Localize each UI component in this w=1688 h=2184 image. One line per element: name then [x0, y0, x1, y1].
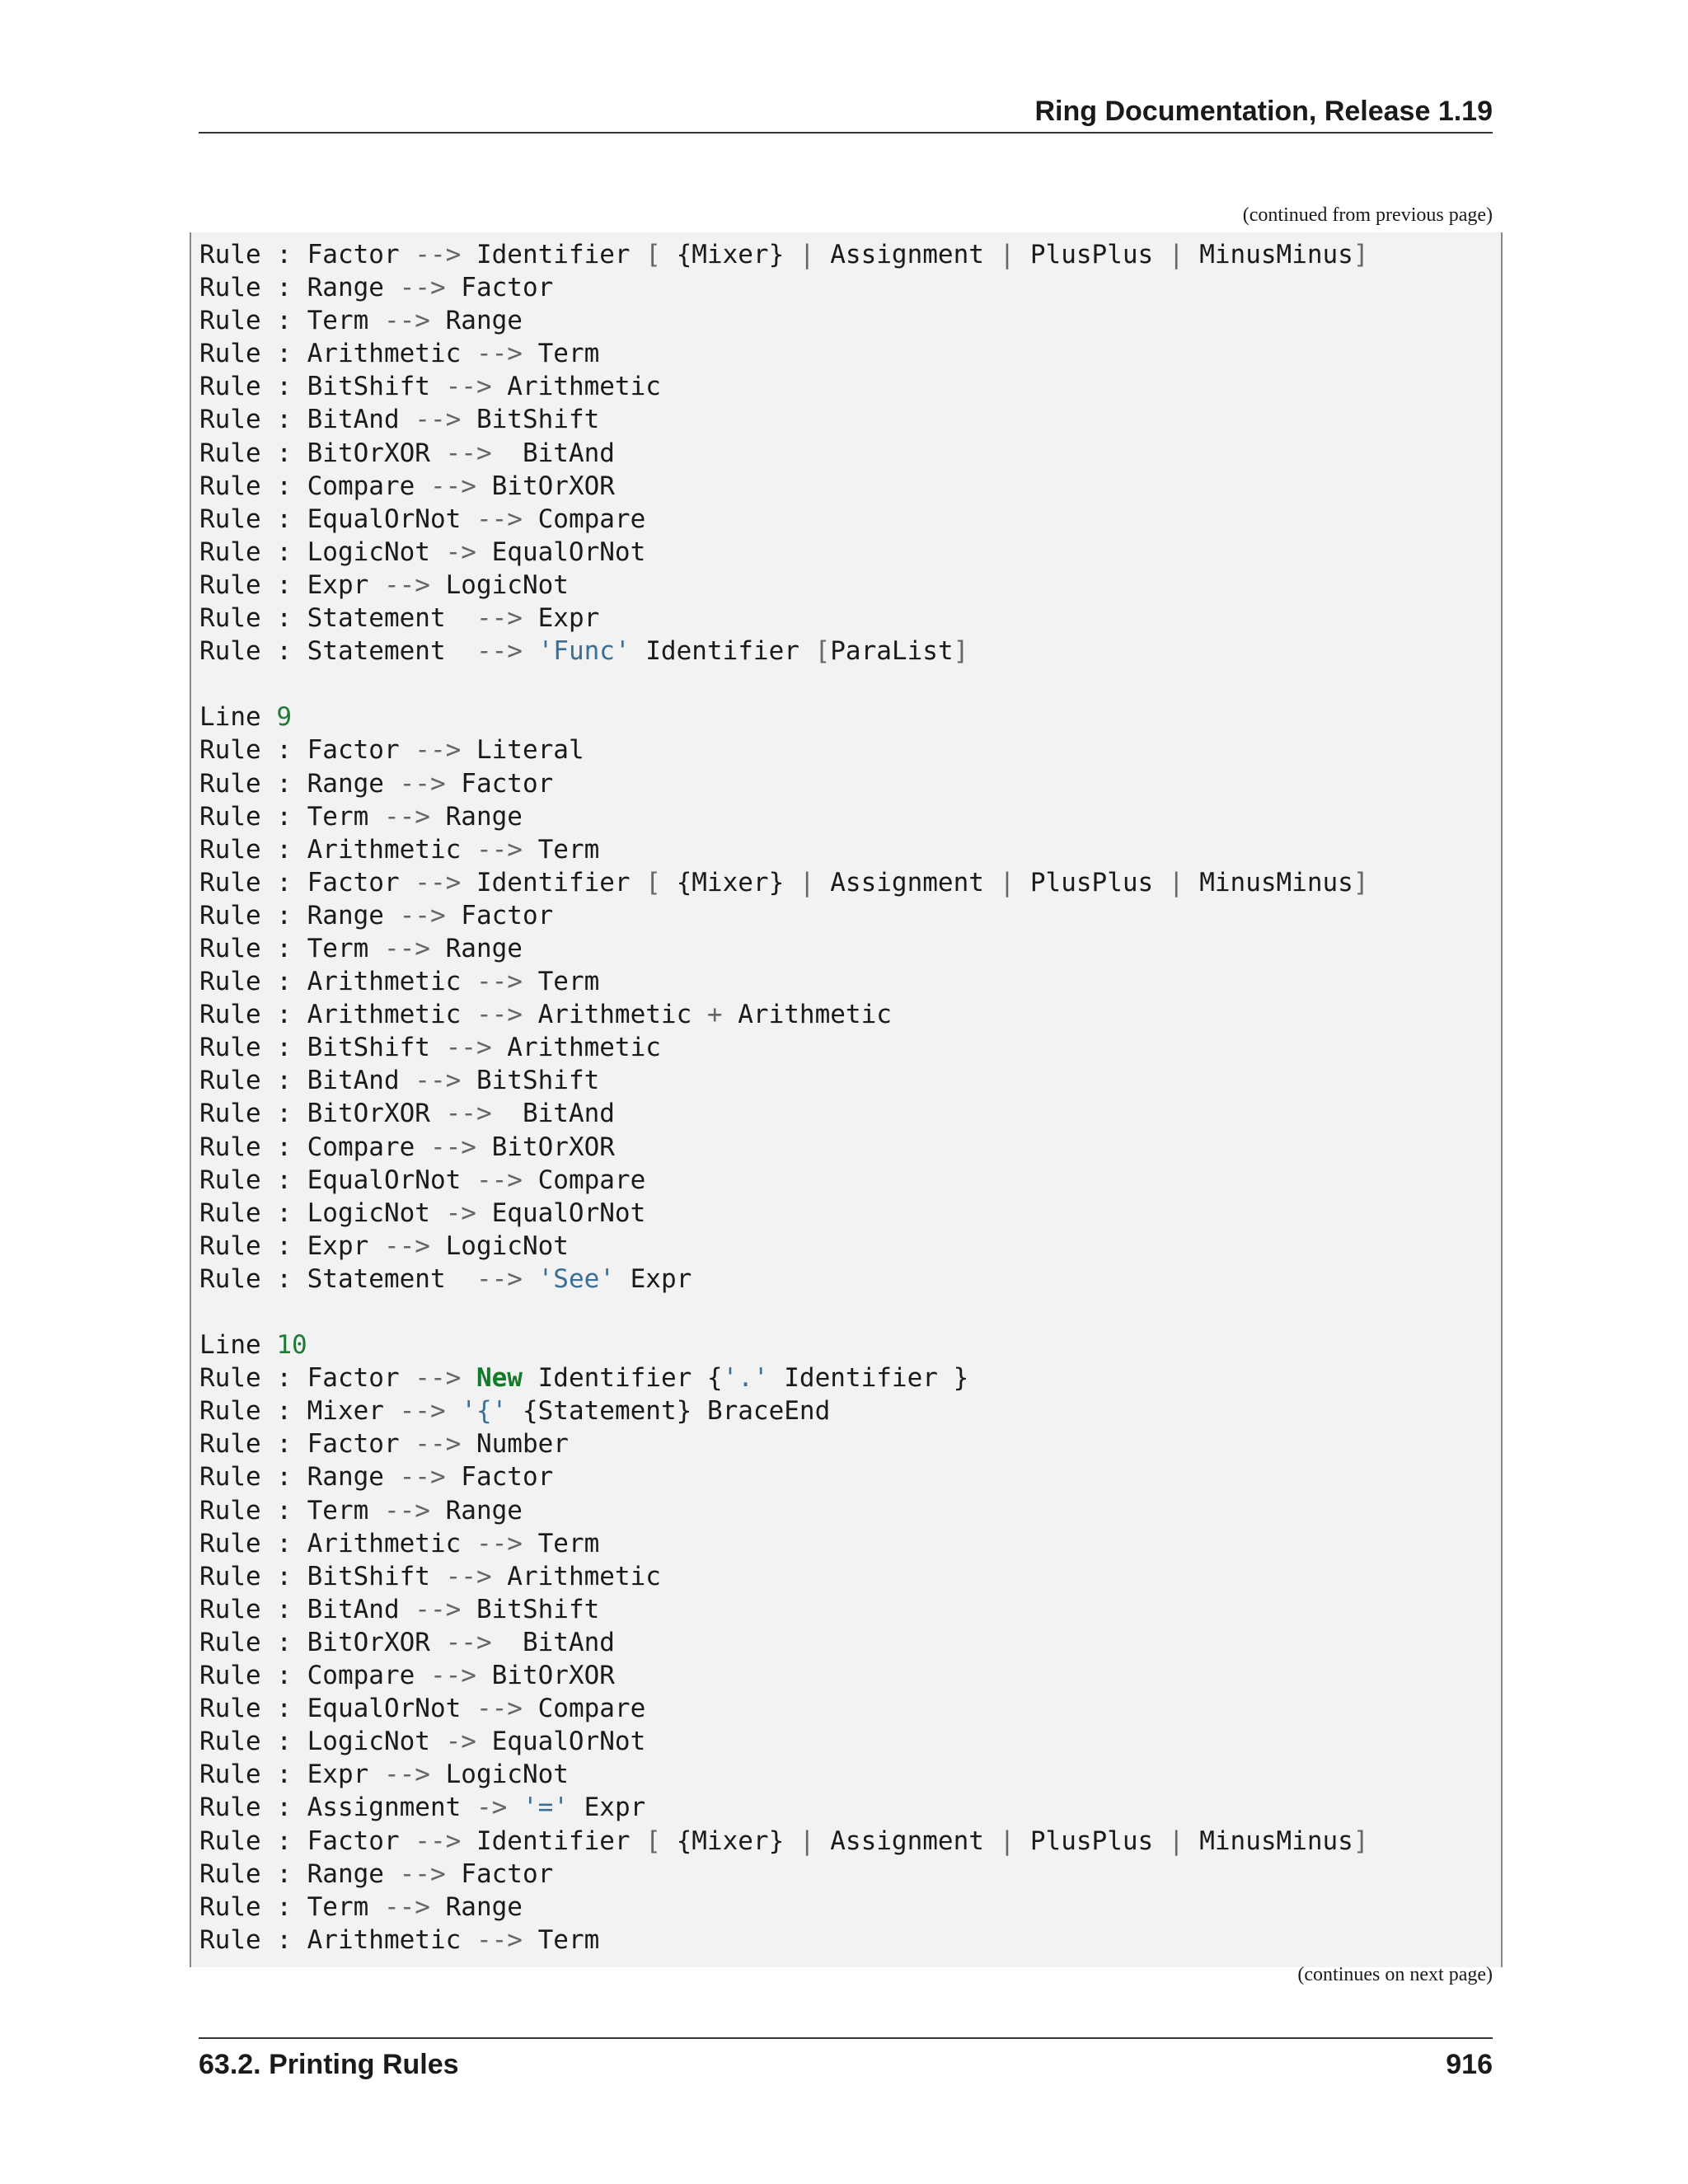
code-line	[199, 238, 1369, 271]
code-line	[199, 1758, 1369, 1791]
code-token: Rule : Statement	[199, 636, 476, 667]
code-token: Factor	[445, 900, 554, 930]
code-token: Expr	[614, 1263, 692, 1294]
code-token: -->	[476, 636, 523, 667]
code-token: -->	[445, 1033, 492, 1063]
code-token	[461, 1363, 476, 1393]
code-token: Rule : Factor	[199, 240, 415, 269]
code-token: 9	[276, 702, 292, 733]
code-token: Line	[199, 1330, 277, 1361]
code-token: -->	[476, 1000, 523, 1030]
code-line	[199, 1329, 1369, 1361]
code-line	[199, 536, 1369, 569]
code-token: Factor	[445, 768, 554, 799]
code-token: -->	[415, 405, 462, 435]
code-token: Rule : LogicNot	[199, 1197, 446, 1228]
code-line	[199, 1791, 1369, 1824]
code-line	[199, 470, 1369, 503]
code-token: -->	[445, 1099, 492, 1129]
code-line	[199, 1527, 1369, 1560]
code-token: +	[706, 1000, 723, 1030]
code-token: -->	[415, 240, 462, 269]
code-token: -->	[399, 768, 446, 799]
code-line	[199, 1131, 1369, 1164]
code-token: -->	[476, 967, 523, 997]
code-token: -->	[476, 504, 523, 534]
code-token: -->	[415, 867, 462, 898]
code-token: Rule : Arithmetic	[199, 834, 476, 865]
code-token: '='	[522, 1793, 569, 1823]
code-token: -->	[399, 1858, 446, 1889]
code-token: Compare	[522, 504, 646, 534]
code-token: '{'	[461, 1396, 508, 1427]
code-token: Arithmetic	[491, 372, 661, 402]
code-line	[199, 1064, 1369, 1097]
code-token: {Mixer}	[660, 867, 799, 898]
code-token: 'See'	[537, 1263, 615, 1294]
code-token: Rule : Expr	[199, 1230, 384, 1261]
code-line	[199, 1361, 1369, 1394]
code-lines	[199, 238, 1369, 1957]
code-token: -->	[476, 1165, 523, 1195]
code-token: -->	[383, 1760, 430, 1790]
code-line	[199, 1097, 1369, 1130]
code-token: Rule : Statement	[199, 603, 476, 634]
code-token: -->	[383, 306, 430, 336]
code-token: -->	[383, 933, 430, 963]
code-token: Rule : Expr	[199, 1760, 384, 1790]
code-token: -->	[415, 1363, 462, 1394]
code-line	[199, 1725, 1369, 1758]
code-line	[199, 503, 1369, 536]
code-token: Factor	[445, 1858, 554, 1889]
code-token: ->	[445, 1727, 476, 1757]
code-token: |	[999, 867, 1015, 898]
code-token: BitShift	[461, 1594, 600, 1624]
code-token: Rule : Range	[199, 1858, 400, 1889]
code-token: MinusMinus	[1184, 240, 1353, 269]
code-token: Assignment	[814, 240, 1000, 269]
code-line	[199, 733, 1369, 766]
code-token: ]	[1353, 867, 1369, 898]
code-token: Rule : Expr	[199, 569, 384, 600]
code-token: Rule : Term	[199, 1891, 384, 1922]
code-token: -->	[476, 1694, 523, 1724]
code-line	[199, 998, 1369, 1031]
code-token: -->	[445, 438, 492, 468]
code-token: Number	[461, 1429, 569, 1460]
code-line	[199, 1164, 1369, 1197]
code-token: Rule : BitOrXOR	[199, 1627, 446, 1657]
code-token: Term	[522, 1924, 600, 1955]
code-token: Rule : Range	[199, 768, 400, 799]
code-token: Rule : BitAnd	[199, 405, 415, 435]
code-token: -->	[383, 1495, 430, 1526]
code-token: PlusPlus	[1015, 240, 1169, 269]
code-token: Rule : Statement	[199, 1263, 476, 1294]
code-token: Identifier	[461, 1825, 646, 1856]
code-token: Rule : Range	[199, 900, 400, 930]
code-token: 'Func'	[537, 636, 631, 667]
code-line	[199, 1560, 1369, 1593]
code-line	[199, 370, 1369, 403]
code-token: Rule : Term	[199, 306, 384, 336]
footer-page-number: 916	[1446, 2049, 1493, 2080]
code-token: BitOrXOR	[476, 1132, 615, 1162]
code-token: Rule : Factor	[199, 1363, 415, 1394]
code-line	[199, 1825, 1369, 1858]
code-line	[199, 701, 1369, 733]
code-token: Arithmetic	[522, 1000, 707, 1030]
code-token: [	[645, 1825, 661, 1856]
code-line	[199, 1296, 1369, 1329]
code-token: Term	[522, 339, 600, 369]
code-token: Rule : Compare	[199, 1661, 430, 1691]
code-token: Rule : BitOrXOR	[199, 438, 446, 468]
code-token: Rule : Assignment	[199, 1793, 476, 1823]
code-token: Arithmetic	[491, 1561, 661, 1591]
code-line	[199, 866, 1369, 899]
code-token: -->	[445, 1627, 492, 1657]
code-token: |	[1168, 867, 1184, 898]
code-token: -->	[476, 834, 523, 865]
code-token: Expr	[522, 603, 600, 634]
code-token: |	[999, 240, 1015, 269]
code-token	[507, 1793, 523, 1822]
code-token: Rule : Range	[199, 273, 400, 303]
continues-on-note: (continues on next page)	[1297, 1964, 1493, 1985]
code-token: MinusMinus	[1184, 1825, 1353, 1856]
code-token: EqualOrNot	[476, 537, 646, 567]
code-token: Rule : EqualOrNot	[199, 1165, 476, 1195]
code-line	[199, 1460, 1369, 1493]
code-line	[199, 1626, 1369, 1659]
code-token: {Mixer}	[660, 240, 799, 269]
code-token: ->	[476, 1793, 508, 1823]
code-token: -->	[415, 735, 462, 766]
code-token: Term	[522, 834, 600, 865]
code-line	[199, 833, 1369, 866]
code-line	[199, 437, 1369, 470]
code-token: Rule : Range	[199, 1462, 400, 1493]
code-token: Arithmetic	[491, 1033, 661, 1063]
code-token: PlusPlus	[1015, 1825, 1169, 1856]
code-token: ->	[445, 1197, 476, 1228]
footer-section-title: 63.2. Printing Rules	[199, 2049, 459, 2080]
code-token: Assignment	[814, 867, 1000, 898]
code-token: Rule : EqualOrNot	[199, 504, 476, 534]
code-line	[199, 1031, 1369, 1064]
code-token: -->	[399, 900, 446, 930]
code-line	[199, 1394, 1369, 1427]
code-line	[199, 965, 1369, 998]
code-token: Identifier	[461, 867, 646, 898]
code-line	[199, 1858, 1369, 1891]
code-token: Rule : EqualOrNot	[199, 1694, 476, 1724]
code-token: Range	[429, 801, 523, 832]
code-token: BitAnd	[491, 1627, 615, 1657]
code-token: Expr	[568, 1793, 646, 1823]
code-token: Rule : Mixer	[199, 1396, 400, 1427]
code-token: Literal	[461, 735, 584, 766]
code-line	[199, 899, 1369, 932]
code-token: Rule : Arithmetic	[199, 967, 476, 997]
code-token: |	[1168, 240, 1184, 269]
code-line	[199, 337, 1369, 370]
code-line	[199, 569, 1369, 602]
code-token: Factor	[445, 273, 554, 303]
code-token: Factor	[445, 1462, 554, 1493]
code-token: Rule : BitAnd	[199, 1594, 415, 1624]
code-line	[199, 1494, 1369, 1527]
code-token: -->	[429, 1661, 476, 1691]
code-token: -->	[476, 339, 523, 369]
code-line	[199, 767, 1369, 800]
code-token: Compare	[522, 1165, 646, 1195]
code-token: -->	[383, 569, 430, 600]
page-footer	[199, 2037, 1493, 2085]
code-token: Assignment	[814, 1825, 1000, 1856]
code-token: -->	[399, 273, 446, 303]
code-token: ]	[1353, 1825, 1369, 1856]
code-token: -->	[399, 1462, 446, 1493]
code-token: -->	[415, 1594, 462, 1624]
code-token	[523, 636, 538, 666]
code-line	[199, 1197, 1369, 1230]
page-header	[199, 91, 1493, 134]
code-token: |	[799, 240, 815, 269]
code-token: Identifier }	[768, 1363, 969, 1394]
code-token: |	[799, 1825, 815, 1856]
code-token: MinusMinus	[1184, 867, 1353, 898]
code-token: Rule : LogicNot	[199, 537, 446, 567]
code-token: -->	[476, 603, 523, 634]
code-token: Range	[429, 306, 523, 336]
code-line	[199, 1924, 1369, 1957]
code-token: -->	[445, 1561, 492, 1591]
code-token: BitOrXOR	[476, 1661, 615, 1691]
code-token: New	[476, 1363, 523, 1394]
code-token: Rule : Term	[199, 801, 384, 832]
code-token: LogicNot	[429, 569, 569, 600]
code-token: Range	[429, 1495, 523, 1526]
code-token: Compare	[522, 1694, 646, 1724]
code-token: |	[799, 867, 815, 898]
code-line	[199, 271, 1369, 304]
code-token: Rule : Arithmetic	[199, 1528, 476, 1558]
code-line	[199, 1263, 1369, 1296]
code-token: EqualOrNot	[476, 1197, 646, 1228]
code-token	[446, 1396, 462, 1426]
code-token: Identifier {	[522, 1363, 723, 1394]
code-token: |	[999, 1825, 1015, 1856]
code-line	[199, 1427, 1369, 1460]
code-token: Identifier	[630, 636, 815, 667]
code-token: Arithmetic	[722, 1000, 892, 1030]
code-token: -->	[445, 372, 492, 402]
code-token: |	[1168, 1825, 1184, 1856]
code-token: -->	[429, 1132, 476, 1162]
code-token: {Statement} BraceEnd	[507, 1396, 831, 1427]
code-token: -->	[415, 1066, 462, 1096]
code-token: Term	[522, 1528, 600, 1558]
code-token: -->	[383, 1891, 430, 1922]
code-token: LogicNot	[429, 1230, 569, 1261]
code-token: -->	[476, 1528, 523, 1558]
code-token: Rule : BitShift	[199, 1561, 446, 1591]
code-token: Identifier	[461, 240, 646, 269]
code-line	[199, 668, 1369, 701]
code-line	[199, 800, 1369, 833]
code-line	[199, 304, 1369, 337]
code-token: Range	[429, 933, 523, 963]
code-token: ]	[953, 636, 969, 667]
code-token: BitAnd	[491, 1099, 615, 1129]
code-token: Rule : Compare	[199, 471, 430, 501]
code-token: Rule : Arithmetic	[199, 1000, 476, 1030]
code-line	[199, 403, 1369, 436]
code-token: Line	[199, 702, 277, 733]
code-token: -->	[415, 1825, 462, 1856]
code-line	[199, 635, 1369, 668]
code-token: {Mixer}	[660, 1825, 799, 1856]
code-token: -->	[415, 1429, 462, 1460]
code-token	[523, 1264, 538, 1294]
code-token: [	[645, 867, 661, 898]
code-token: ->	[445, 537, 476, 567]
code-token: Rule : BitAnd	[199, 1066, 415, 1096]
code-token: BitShift	[461, 1066, 600, 1096]
code-line	[199, 932, 1369, 965]
code-token: Rule : Factor	[199, 867, 415, 898]
code-token: Rule : Factor	[199, 1429, 415, 1460]
code-token: Rule : Term	[199, 1495, 384, 1526]
code-block	[190, 232, 1503, 1967]
code-line	[199, 1659, 1369, 1692]
code-token: Term	[522, 967, 600, 997]
code-line	[199, 1692, 1369, 1725]
code-token: BitShift	[461, 405, 600, 435]
code-token: Rule : Arithmetic	[199, 1924, 476, 1955]
code-line	[199, 1230, 1369, 1263]
code-token: Rule : Arithmetic	[199, 339, 476, 369]
code-token: ]	[1353, 240, 1369, 269]
code-token: -->	[383, 1230, 430, 1261]
code-token: BitAnd	[491, 438, 615, 468]
code-token: ParaList	[830, 636, 954, 667]
code-token: Rule : Factor	[199, 735, 415, 766]
code-token: PlusPlus	[1015, 867, 1169, 898]
code-token: -->	[399, 1396, 446, 1427]
continued-from-note: (continued from previous page)	[1242, 204, 1493, 226]
code-token: Range	[429, 1891, 523, 1922]
code-token: BitOrXOR	[476, 471, 615, 501]
code-token: -->	[476, 1263, 523, 1294]
code-line	[199, 602, 1369, 635]
code-token: Rule : LogicNot	[199, 1727, 446, 1757]
code-token: Rule : Compare	[199, 1132, 430, 1162]
code-token: LogicNot	[429, 1760, 569, 1790]
code-token: -->	[383, 801, 430, 832]
code-token: [	[814, 636, 831, 667]
code-token: Rule : BitShift	[199, 372, 446, 402]
code-token: [	[645, 240, 661, 269]
header-title: Ring Documentation, Release 1.19	[1034, 96, 1493, 127]
code-token: -->	[476, 1924, 523, 1955]
code-token: 10	[276, 1330, 307, 1361]
code-token: '.'	[722, 1363, 769, 1394]
code-token: Rule : BitOrXOR	[199, 1099, 446, 1129]
code-token: Rule : Factor	[199, 1825, 415, 1856]
code-token: -->	[429, 471, 476, 501]
code-line	[199, 1593, 1369, 1626]
code-token: Rule : BitShift	[199, 1033, 446, 1063]
code-token: EqualOrNot	[476, 1727, 646, 1757]
code-line	[199, 1891, 1369, 1924]
code-token: Rule : Term	[199, 933, 384, 963]
